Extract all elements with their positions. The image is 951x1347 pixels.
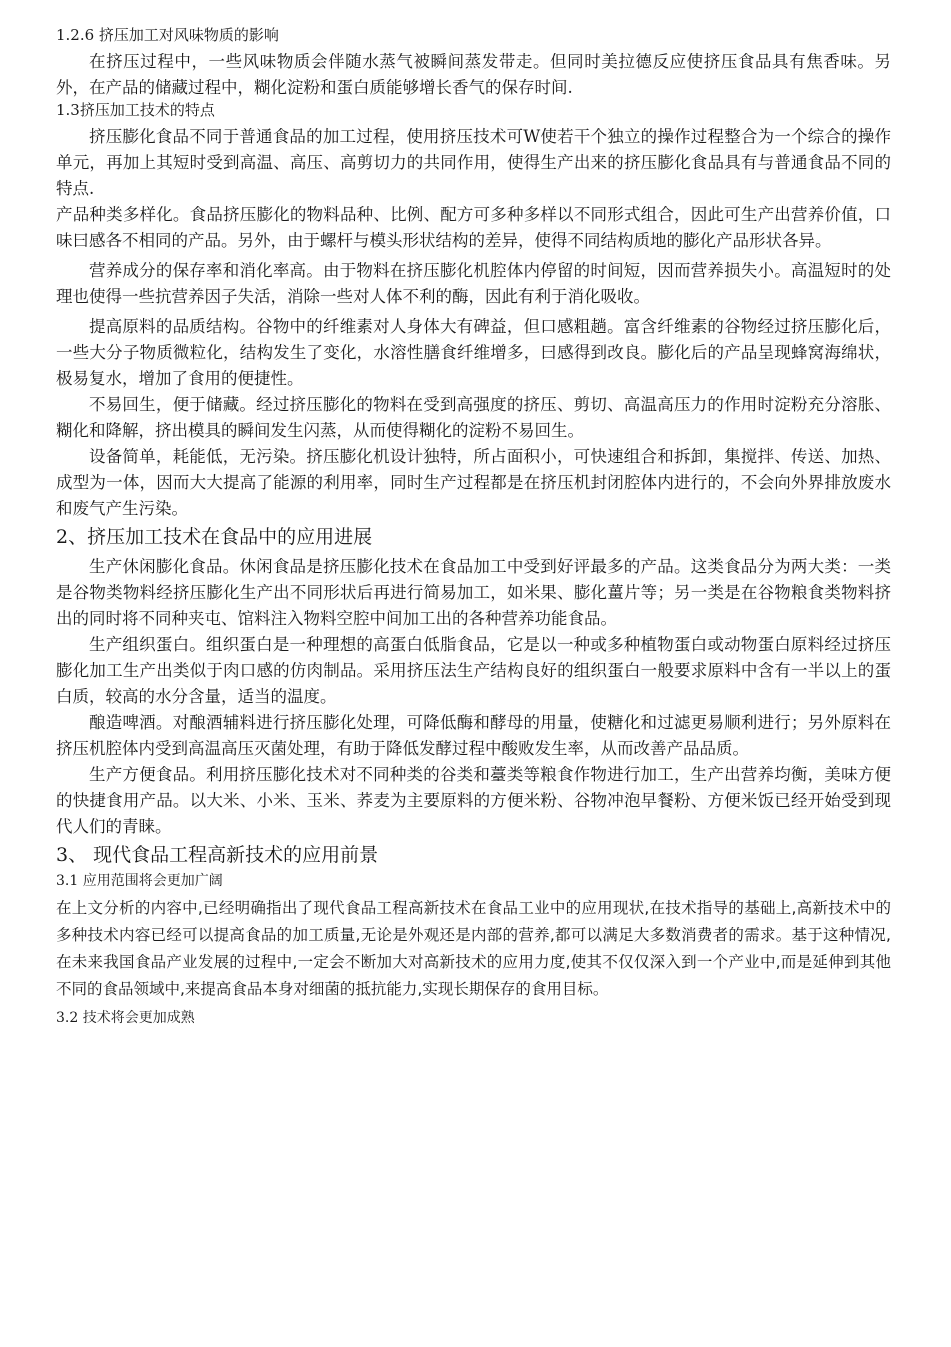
paragraph: 生产休闲膨化食品。休闲食品是挤压膨化技术在食品加工中受到好评最多的产品。这类食品分为两大类：一类是谷物类物料经挤压膨化生产出不同形状后再进行简易加工，如米果、膨化薑片等；另一类是在谷物粮食类物料挤出的同时将不同种夹屯、馆料注入物料空腔中间加工出的各种营养功能食品。 [56,557,891,628]
paragraph: 设备简单，耗能低，无污染。挤压膨化机设计独特，所占面积小，可快速组合和拆卸，集搅拌、传送、加热、成型为一体，因而大大提高了能源的利用率，同时生产过程都是在挤压机封闭腔体内进行的，不会向外界排放废水和废气产生污染。 [56,447,891,518]
section-heading-3-1: 3.1 应用范围将会更加广阔 [56,873,223,889]
paragraph: 酿造啤酒。对酿酒辅料进行挤压膨化处理，可降低酶和酵母的用量，使糖化和过滤更易顺利进行；另外原料在挤压机腔体内受到高温高压灭菌处理，有助于降低发酵过程中酸败发生率，从而改善产品品质。 [56,713,891,758]
section-heading-1-2-6: 1.2.6 挤压加工对风味物质的影响 [56,26,279,44]
paragraph: 在上文分析的内容中,已经明确指出了现代食品工程高新技术在食品工业中的应用现状,在技术指导的基础上,高新技术中的多种技术内容已经可以提高食品的加工质量,无论是外观还是内部的营养,都可以满足大多数消费者的需求。基于这种情况,在未来我国食品产业发展的过程中,一定会不断加大对高新技术的应用力度,使其不仅仅深入到一个产业中,而是延伸到其他不同的食品领域中,来提高食品本身对细菌的抵抗能力,实现长期保存的食用目标。 [56,899,891,998]
section-heading-2: 2、挤压加工技术在食品中的应用进展 [56,526,373,548]
paragraph: 生产方便食品。利用挤压膨化技术对不同种类的谷类和薹类等粮食作物进行加工，生产出营养均衡，美味方便的快捷食用产品。以大米、小米、玉米、荞麦为主要原料的方便米粉、谷物冲泡早餐粉、方便米饭已经开始受到现代人们的青睐。 [56,765,891,836]
paragraph: 挤压膨化食品不同于普通食品的加工过程，使用挤压技术可W使若干个独立的操作过程整合为一个综合的操作单元，再加上其短时受到高温、高压、高剪切力的共同作用，使得生产出来的挤压膨化食品具有与普通食品不同的特点. [56,127,891,198]
section-heading-1-3: 1.3挤压加工技术的特点 [56,101,215,119]
paragraph: 在挤压过程中，一些风味物质会伴随水蒸气被瞬间蒸发带走。但同时美拉德反应使挤压食品具有焦香味。另外，在产品的储藏过程中，糊化淀粉和蛋白质能够增长香气的保存时间. [56,52,891,97]
section-heading-3-2: 3.2 技术将会更加成熟 [56,1010,195,1026]
paragraph: 不易回生，便于储藏。经过挤压膨化的物料在受到高强度的挤压、剪切、高温高压力的作用时淀粉充分溶胀、糊化和降解，挤出模具的瞬间发生闪蒸，从而使得糊化的淀粉不易回生。 [56,395,891,440]
paragraph: 产品种类多样化。食品挤压膨化的物料品种、比例、配方可多种多样以不同形式组合，因此可生产出营养价值，口味曰感各不相同的产品。另外，由于螺杆与模头形状结构的差异，使得不同结构质地的膨化产品形状各异。 [56,205,891,250]
paragraph: 提高原料的品质结构。谷物中的纤维素对人身体大有碑益，但口感粗趟。富含纤维素的谷物经过挤压膨化后，一些大分子物质微粒化，结构发生了变化，水溶性膳食纤维增多，曰感得到改良。膨化后的产品呈现蜂窝海绵状，极易复水，增加了食用的便捷性。 [56,317,891,388]
paragraph: 生产组织蛋白。组织蛋白是一种理想的高蛋白低脂食品，它是以一种或多种植物蛋白或动物蛋白原料经过挤压膨化加工生产出类似于肉口感的仿肉制品。采用挤压法生产结构良好的组织蛋白一般要求原料中含有一半以上的蛋白质，较高的水分含量，适当的温度。 [56,635,891,706]
paragraph: 营养成分的保存率和消化率高。由于物料在挤压膨化机腔体内停留的时间短，因而营养损失小。高温短时的处理也使得一些抗营养因子失活，消除一些对人体不利的酶，因此有利于消化吸收。 [56,261,891,306]
section-heading-3: 3、 现代食品工程高新技术的应用前景 [56,844,379,866]
